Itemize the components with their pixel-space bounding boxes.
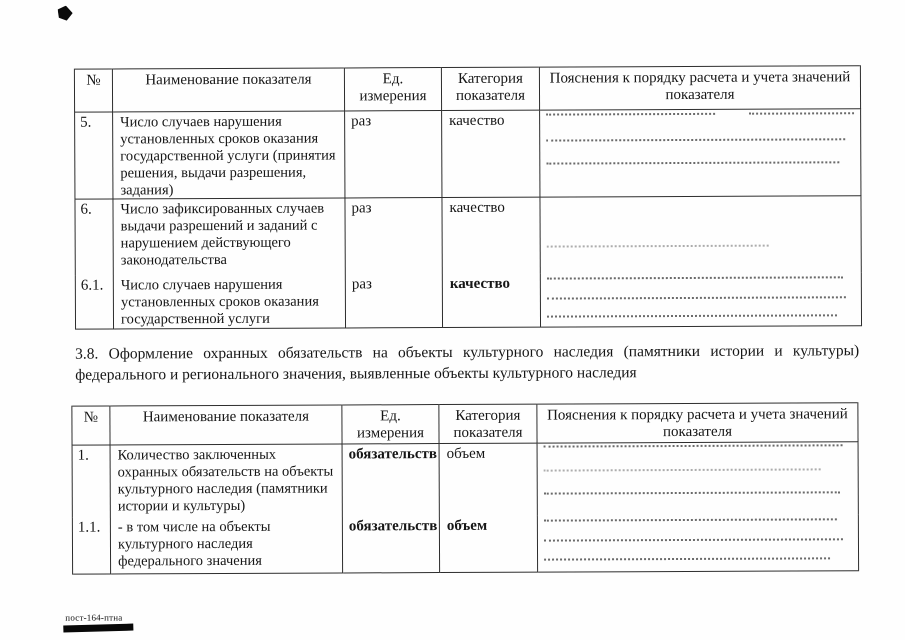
cell-row-number: 5. (75, 112, 113, 199)
col-header-explanation: Пояснения к порядку расчета и учета значений показателя (539, 66, 860, 110)
cell-explanation (540, 109, 861, 197)
cell-explanation (540, 272, 861, 327)
cell-unit: раз (345, 198, 442, 275)
indicators-table-lower (71, 402, 859, 574)
cell-indicator-name: Количество заключенных охранных обязательств на объекты культурного наследия (памятники истории и культуры) (110, 444, 342, 518)
section-3-8-paragraph (75, 340, 859, 385)
cell-row-number: 1. (72, 445, 110, 518)
dotted-rule (547, 276, 843, 279)
cell-unit: обязательств (342, 444, 439, 517)
cell-indicator-name: Число случаев нарушения установленных сроков оказания государственной услуги (принятия решения, выдачи разрешения, задания) (113, 111, 345, 199)
col-header-num: № (72, 406, 110, 445)
dotted-rule (546, 112, 854, 115)
cell-indicator-name: - в том числе на объекты культурного наследия федерального значения (110, 516, 342, 574)
col-header-name: Наименование показателя (110, 405, 342, 445)
dotted-rule (547, 314, 837, 317)
col-header-category: Категория показателя (439, 404, 537, 443)
scan-artifact-top-left (58, 6, 73, 21)
dotted-rule (546, 138, 845, 141)
dotted-rule (544, 491, 840, 494)
section-paragraph-line2: федерального и регионального значения, выявленные объекты культурного наследия (75, 364, 637, 384)
table-row (72, 442, 858, 518)
dotted-rule (544, 557, 830, 560)
cell-row-number: 1.1. (72, 517, 110, 574)
table-row (75, 272, 861, 329)
cell-indicator-name: Число случаев нарушения установленных сроков оказания государственной услуги (113, 274, 345, 329)
cell-explanation (537, 442, 858, 516)
cell-category: качество (442, 110, 540, 197)
cell-category: качество (442, 274, 540, 328)
col-header-name: Наименование показателя (112, 68, 344, 112)
section-paragraph-line1: 3.8. Оформление охранных обязательств на объекты культурного наследия (памятники истории и культуры) (75, 342, 860, 363)
cell-category: объем (439, 443, 537, 516)
table-row (75, 109, 861, 199)
cell-category: объем (439, 516, 537, 573)
dotted-rule (547, 296, 846, 299)
dotted-rule (544, 468, 821, 471)
cell-unit: раз (345, 274, 442, 328)
col-header-category: Категория показателя (441, 67, 539, 110)
cell-unit: обязательств (342, 516, 439, 573)
cell-row-number: 6.1. (75, 275, 113, 329)
cell-unit: раз (345, 111, 442, 198)
table-row (72, 514, 858, 574)
col-header-unit: Ед. измерения (344, 68, 441, 111)
cell-row-number: 6. (75, 199, 113, 276)
table-header-row (74, 66, 860, 112)
table-row (75, 196, 861, 276)
footer-stamp-text: пост-164-птна (65, 612, 123, 623)
col-header-num: № (74, 69, 112, 112)
dotted-rule (544, 444, 843, 447)
table-header-row (72, 403, 858, 445)
dotted-rule (547, 245, 769, 248)
cell-indicator-name: Число зафиксированных случаев выдачи разрешений и заданий с нарушением действующего законодательства (113, 198, 345, 276)
footer-bar (63, 624, 133, 633)
cell-category: качество (442, 197, 540, 274)
indicators-table-upper (74, 65, 862, 329)
cell-explanation (540, 196, 861, 274)
col-header-explanation: Пояснения к порядку расчета и учета значений показателя (537, 403, 858, 443)
col-header-unit: Ед. измерения (342, 405, 439, 444)
cell-explanation (537, 514, 858, 572)
dotted-rule (544, 518, 837, 521)
dotted-rule (544, 538, 843, 541)
dotted-rule (546, 161, 839, 164)
